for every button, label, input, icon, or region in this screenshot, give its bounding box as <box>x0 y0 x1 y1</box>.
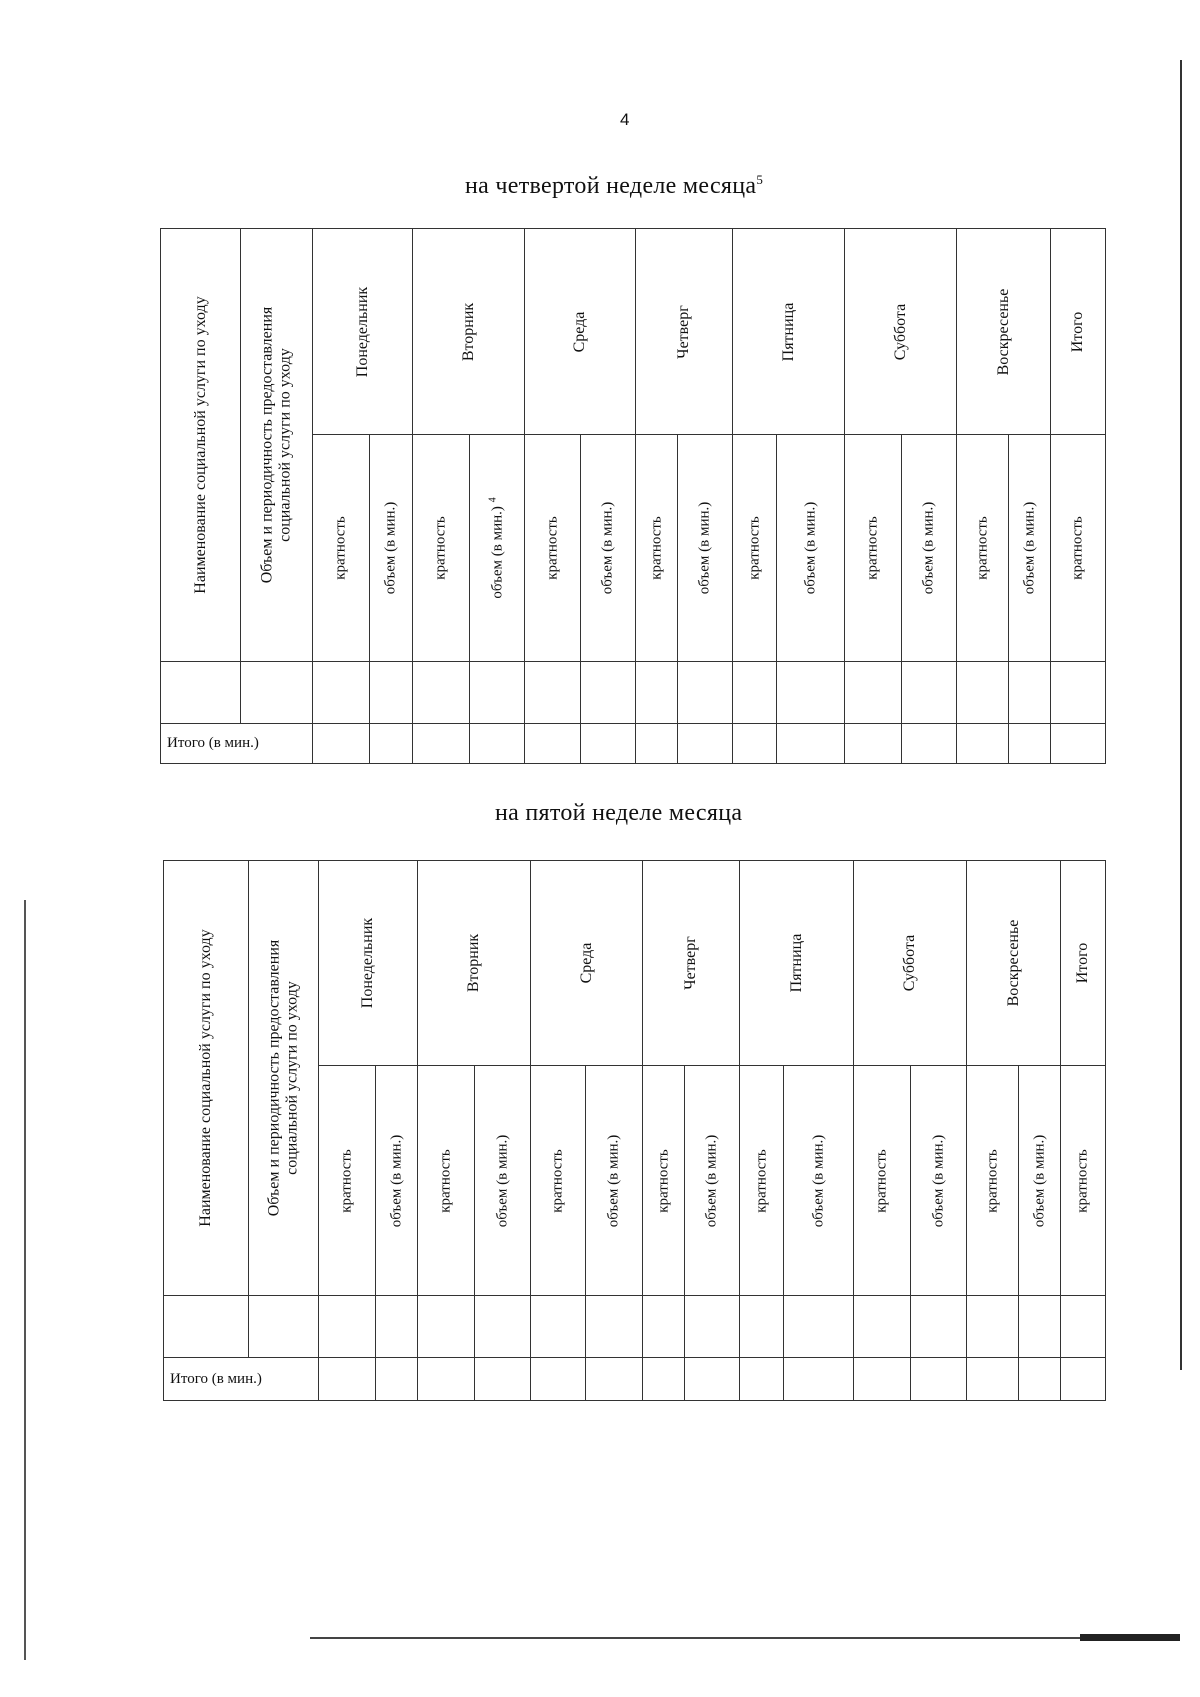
week4-day-sun: Воскресенье <box>957 229 1051 435</box>
week4-tue-frequency: кратность <box>413 435 470 662</box>
table-cell <box>418 1358 475 1401</box>
week4-sun-volume: объем (в мин.) <box>1009 435 1051 662</box>
table-cell <box>967 1358 1019 1401</box>
week5-thu-frequency: кратность <box>643 1066 685 1296</box>
week5-table <box>163 860 1106 1401</box>
table-cell <box>967 1296 1019 1358</box>
week5-day-thu: Четверг <box>643 861 740 1066</box>
week4-sat-volume: объем (в мин.) <box>902 435 957 662</box>
table-cell <box>643 1358 685 1401</box>
week5-caption <box>495 800 742 827</box>
week5-day-mon: Понедельник <box>319 861 418 1066</box>
week4-table <box>160 228 1106 764</box>
table-cell <box>525 662 581 724</box>
week4-day-tue: Вторник <box>413 229 525 435</box>
week4-service-name-header: Наименование социальной услуги по уходу <box>161 229 241 662</box>
page-number: 4 <box>620 110 630 129</box>
table-cell <box>319 1358 376 1401</box>
table-cell <box>581 724 636 764</box>
table-cell <box>581 662 636 724</box>
week5-sat-frequency: кратность <box>854 1066 911 1296</box>
week5-total-frequency: кратность <box>1061 1066 1106 1296</box>
table-cell <box>370 662 413 724</box>
week4-mon-volume: объем (в мин.) <box>370 435 413 662</box>
table-cell <box>376 1296 418 1358</box>
week4-mon-frequency: кратность <box>313 435 370 662</box>
table-cell <box>525 724 581 764</box>
week5-day-wed: Среда <box>531 861 643 1066</box>
table-cell <box>685 1358 740 1401</box>
table-cell <box>685 1296 740 1358</box>
week4-fri-frequency: кратность <box>733 435 777 662</box>
week4-thu-volume: объем (в мин.) <box>678 435 733 662</box>
table-cell <box>636 662 678 724</box>
week4-sun-frequency: кратность <box>957 435 1009 662</box>
week5-mon-volume: объем (в мин.) <box>376 1066 418 1296</box>
table-cell <box>241 662 313 724</box>
table-cell <box>413 724 470 764</box>
week4-volume-footnote: 4 <box>487 497 499 503</box>
table-cell <box>733 724 777 764</box>
week5-wed-volume: объем (в мин.) <box>586 1066 643 1296</box>
week4-tue-volume-text: объем (в мин.) <box>489 506 506 599</box>
table-cell <box>957 662 1009 724</box>
week4-day-thu: Четверг <box>636 229 733 435</box>
week5-fri-volume: объем (в мин.) <box>784 1066 854 1296</box>
table-cell <box>418 1296 475 1358</box>
week4-caption <box>465 172 763 200</box>
week5-service-name-header: Наименование социальной услуги по уходу <box>164 861 249 1296</box>
table-cell <box>161 662 241 724</box>
table-cell <box>957 724 1009 764</box>
table-cell <box>1061 1296 1106 1358</box>
table-cell <box>902 662 957 724</box>
scan-edge-bottom-thick <box>1080 1634 1180 1641</box>
week4-tue-volume <box>470 435 525 662</box>
week4-day-mon: Понедельник <box>313 229 413 435</box>
table-cell <box>531 1358 586 1401</box>
table-cell <box>470 724 525 764</box>
table-cell <box>370 724 413 764</box>
table-cell <box>784 1296 854 1358</box>
table-cell <box>470 662 525 724</box>
table-cell <box>413 662 470 724</box>
table-cell <box>1009 724 1051 764</box>
table-cell <box>1019 1358 1061 1401</box>
week4-day-fri: Пятница <box>733 229 845 435</box>
table-cell <box>313 662 370 724</box>
week5-data-row <box>164 1296 1106 1358</box>
table-cell <box>531 1296 586 1358</box>
week4-day-sat: Суббота <box>845 229 957 435</box>
week5-fri-frequency: кратность <box>740 1066 784 1296</box>
table-cell <box>475 1358 531 1401</box>
table-cell <box>586 1358 643 1401</box>
week5-thu-volume: объем (в мин.) <box>685 1066 740 1296</box>
table-cell <box>376 1358 418 1401</box>
table-cell <box>740 1296 784 1358</box>
scan-edge-bottom <box>310 1637 1180 1639</box>
table-cell <box>1061 1358 1106 1401</box>
week5-day-sun: Воскресенье <box>967 861 1061 1066</box>
scan-edge-right <box>1180 60 1182 1370</box>
scan-edge-left <box>24 900 26 1660</box>
week4-caption-footnote: 5 <box>756 172 764 187</box>
week4-volume-header: Объем и периодичность предоставления социальной услуги по уходу <box>241 229 313 662</box>
table-cell <box>1051 662 1106 724</box>
table-cell <box>249 1296 319 1358</box>
week5-caption-text: на пятой неделе месяца <box>495 800 743 826</box>
week4-day-wed: Среда <box>525 229 636 435</box>
week5-total-row-label: Итого (в мин.) <box>164 1358 319 1401</box>
week5-wed-frequency: кратность <box>531 1066 586 1296</box>
week4-wed-frequency: кратность <box>525 435 581 662</box>
table-cell <box>164 1296 249 1358</box>
week5-sun-volume: объем (в мин.) <box>1019 1066 1061 1296</box>
table-cell <box>784 1358 854 1401</box>
week5-tue-frequency: кратность <box>418 1066 475 1296</box>
table-cell <box>586 1296 643 1358</box>
table-cell <box>845 662 902 724</box>
table-cell <box>854 1358 911 1401</box>
week4-sat-frequency: кратность <box>845 435 902 662</box>
week4-thu-frequency: кратность <box>636 435 678 662</box>
week5-total-row <box>164 1358 1106 1401</box>
table-cell <box>1019 1296 1061 1358</box>
week4-fri-volume: объем (в мин.) <box>777 435 845 662</box>
table-cell <box>777 662 845 724</box>
week5-day-sat: Суббота <box>854 861 967 1066</box>
week5-tue-volume: объем (в мин.) <box>475 1066 531 1296</box>
week4-data-row <box>161 662 1106 724</box>
week4-total-row <box>161 724 1106 764</box>
table-cell <box>1009 662 1051 724</box>
table-cell <box>854 1296 911 1358</box>
table-cell <box>902 724 957 764</box>
week4-caption-text: на четвертой неделе месяца <box>465 173 757 199</box>
table-cell <box>845 724 902 764</box>
week4-total-header: Итого <box>1051 229 1106 435</box>
week5-mon-frequency: кратность <box>319 1066 376 1296</box>
table-cell <box>313 724 370 764</box>
table-cell <box>911 1358 967 1401</box>
week4-total-frequency: кратность <box>1051 435 1106 662</box>
table-cell <box>1051 724 1106 764</box>
table-cell <box>475 1296 531 1358</box>
table-cell <box>319 1296 376 1358</box>
table-cell <box>777 724 845 764</box>
week5-day-tue: Вторник <box>418 861 531 1066</box>
table-cell <box>678 662 733 724</box>
week5-volume-header: Объем и периодичность предоставления социальной услуги по уходу <box>249 861 319 1296</box>
table-cell <box>643 1296 685 1358</box>
table-cell <box>636 724 678 764</box>
week4-wed-volume: объем (в мин.) <box>581 435 636 662</box>
table-cell <box>733 662 777 724</box>
table-cell <box>911 1296 967 1358</box>
table-cell <box>740 1358 784 1401</box>
week5-sat-volume: объем (в мин.) <box>911 1066 967 1296</box>
week5-sun-frequency: кратность <box>967 1066 1019 1296</box>
week5-total-header: Итого <box>1061 861 1106 1066</box>
week5-day-fri: Пятница <box>740 861 854 1066</box>
table-cell <box>678 724 733 764</box>
week4-total-row-label: Итого (в мин.) <box>161 724 313 764</box>
